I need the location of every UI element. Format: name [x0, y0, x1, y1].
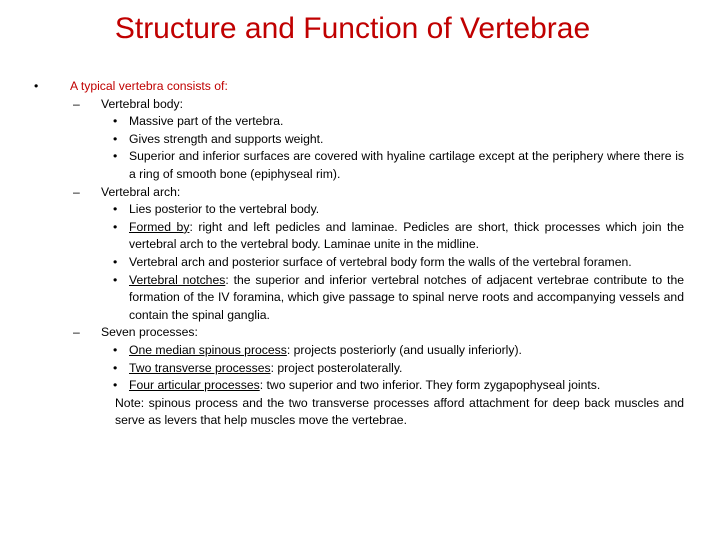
- sub-bullet-marker: •: [113, 219, 118, 234]
- section-heading: Vertebral body:: [101, 96, 183, 111]
- sub-bullet-marker: •: [113, 378, 118, 393]
- section-seven-processes: [34, 324, 684, 342]
- sub-bullet-marker: •: [113, 149, 118, 164]
- item-text: Superior and inferior surfaces are covered with hyaline cartilage except at the periphery where there is a ring of smooth bone (epiphyseal rim).: [129, 149, 684, 181]
- bullet-marker: •: [34, 79, 39, 93]
- item-text: : projects posteriorly (and usually inferiorly).: [286, 342, 522, 357]
- item-text: Gives strength and supports weight.: [129, 131, 324, 146]
- list-item: [34, 360, 684, 378]
- list-item: [34, 254, 684, 272]
- list-item: [34, 113, 684, 131]
- list-item: [34, 201, 684, 219]
- note-paragraph: [34, 395, 684, 430]
- note-label: Note:: [115, 395, 145, 410]
- item-text: : project posterolaterally.: [270, 360, 403, 375]
- dash-marker: –: [73, 325, 80, 340]
- sub-bullet-marker: •: [113, 254, 118, 269]
- dash-marker: –: [73, 96, 80, 111]
- item-text: : right and left pedicles and laminae. Pedicles are short, thick processes which join the vertebral arch to the vertebral body. Laminae unite in the midline.: [129, 219, 684, 252]
- note-text: spinous process and the two transverse processes afford attachment for deep back muscles and serve as levers that help muscles move the vertebrae.: [115, 395, 684, 428]
- section-heading: Vertebral arch:: [101, 184, 181, 199]
- sub-bullet-marker: •: [113, 114, 118, 129]
- section-vertebral-body: [34, 96, 684, 114]
- sub-bullet-marker: •: [113, 342, 118, 357]
- sub-bullet-marker: •: [113, 202, 118, 217]
- page-title: Structure and Function of Vertebrae: [114, 12, 591, 45]
- intro-bullet: [34, 78, 684, 96]
- item-term: Two transverse processes: [129, 360, 271, 375]
- list-item: [34, 131, 684, 149]
- item-term: Vertebral notches: [129, 272, 226, 287]
- item-text: : two superior and two inferior. They form zygapophyseal joints.: [259, 378, 601, 393]
- item-text: Vertebral arch and posterior surface of vertebral body form the walls of the vertebral foramen.: [129, 254, 632, 269]
- item-text: : the superior and inferior vertebral notches of adjacent vertebrae contribute to the formation of the IV foramina, which give passage to spinal nerve roots and accompanying vessels and contain the spinal ganglia.: [129, 272, 684, 322]
- list-item: [34, 148, 684, 183]
- sub-bullet-marker: •: [113, 272, 118, 287]
- intro-text: A typical vertebra consists of:: [70, 79, 228, 93]
- list-item: [34, 342, 684, 360]
- sub-bullet-marker: •: [113, 131, 118, 146]
- item-term: Formed by: [129, 219, 190, 234]
- item-text: Lies posterior to the vertebral body.: [129, 202, 320, 217]
- item-term: One median spinous process: [129, 342, 287, 357]
- item-term: Four articular processes: [129, 378, 260, 393]
- dash-marker: –: [73, 184, 80, 199]
- sub-bullet-marker: •: [113, 360, 118, 375]
- section-heading: Seven processes:: [101, 325, 198, 340]
- item-text: Massive part of the vertebra.: [129, 114, 284, 129]
- list-item: [34, 272, 684, 325]
- list-item: [34, 377, 684, 395]
- section-vertebral-arch: [34, 184, 684, 202]
- slide-body: [34, 78, 684, 430]
- list-item: [34, 219, 684, 254]
